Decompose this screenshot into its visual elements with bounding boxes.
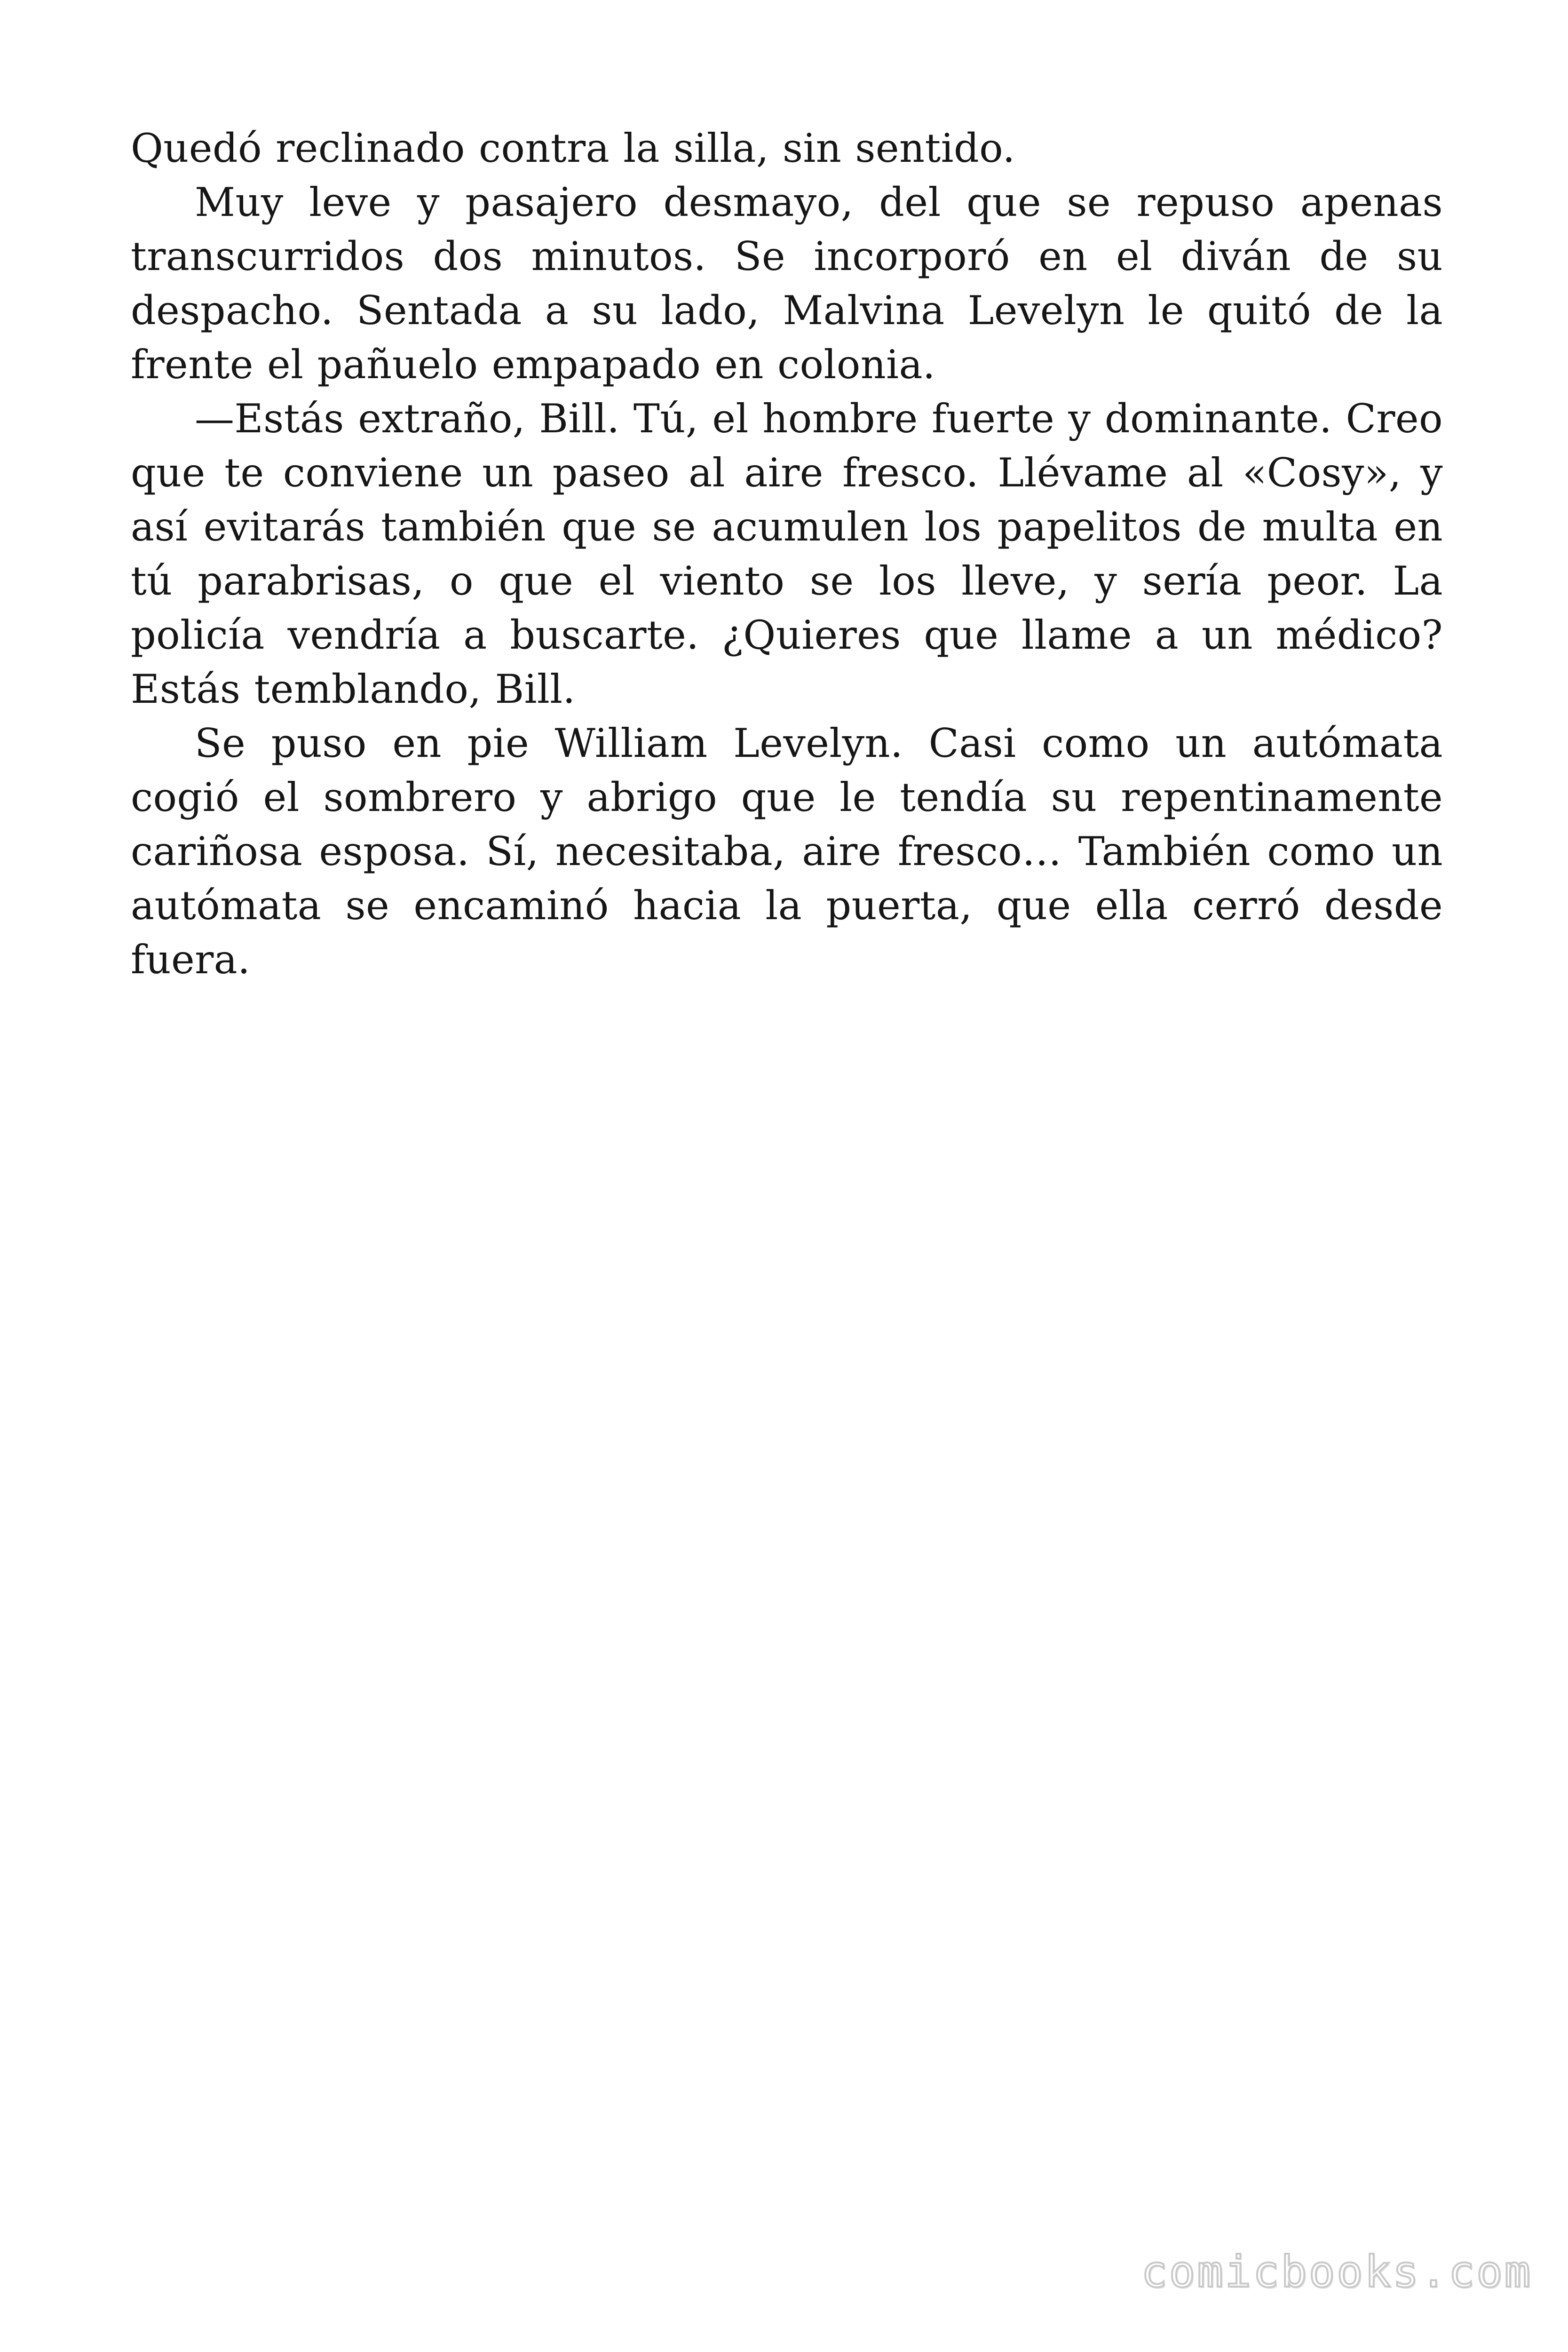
watermark: comicbooks.com [1141, 2247, 1532, 2297]
paragraph: —Estás extraño, Bill. Tú, el hombre fuerte y dominante. Creo que te conviene un paseo al aire fresco. Llévame al «Cosy», y así evitarás también que se acumulen los papelitos de multa en tú parabrisas, o que el viento se los lleve, y sería peor. La policía vendría a buscarte. ¿Quieres que llame a un médico? Estás temblando, Bill. [131, 396, 1443, 712]
paragraph: Muy leve y pasajero desmayo, del que se repuso apenas transcurridos dos minutos. Se incorporó en el diván de su despacho. Sentada a su lado, Malvina Levelyn le quitó de la frente el pañuelo empapado en colonia. [131, 179, 1443, 388]
paragraph: Se puso en pie William Levelyn. Casi como un autómata cogió el sombrero y abrigo que le tendía su repentinamente cariñosa esposa. Sí, necesitaba, aire fresco… También como un autómata se encaminó hacia la puerta, que ella cerró desde fuera. [131, 720, 1443, 983]
body-text [131, 121, 1443, 987]
paragraph: Quedó reclinado contra la silla, sin sentido. [131, 125, 1015, 171]
